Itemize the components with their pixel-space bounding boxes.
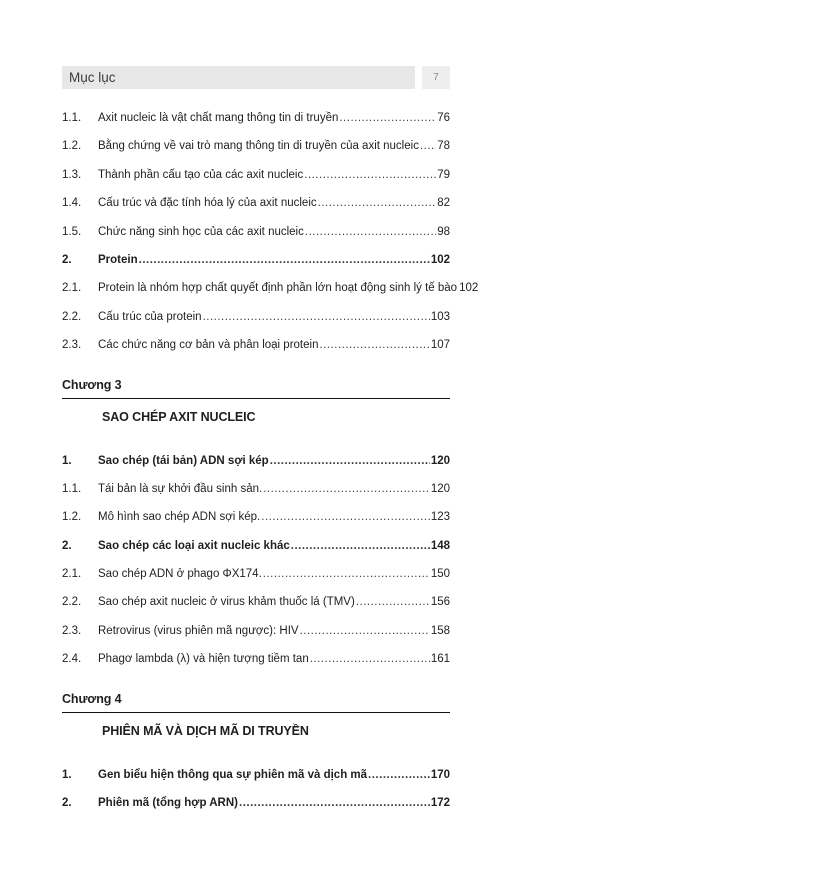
- toc-entry: [62, 475, 450, 503]
- toc-entry: [62, 246, 450, 274]
- dot-leader: [139, 246, 430, 274]
- toc-entry: [62, 761, 450, 789]
- dot-leader: [263, 560, 430, 588]
- chapter-heading: [62, 377, 450, 425]
- entry-title: Tái bản là sự khởi đầu sinh sản.: [98, 482, 263, 495]
- toc-entry: [62, 303, 450, 331]
- entry-title: Retrovirus (virus phiên mã ngược): HIV: [98, 624, 299, 637]
- entry-page: 102: [430, 253, 450, 266]
- entry-page: 170: [430, 768, 450, 781]
- entry-page: 172: [430, 797, 450, 810]
- toc-entry: [62, 218, 450, 246]
- entry-number: 2.: [62, 253, 72, 266]
- entry-title: Thành phần cấu tạo của các axit nucleic: [98, 168, 304, 181]
- entry-title: Phiên mã (tổng hợp ARN): [98, 797, 238, 810]
- entry-title: Sao chép các loại axit nucleic khác: [98, 539, 290, 552]
- entry-page: 107: [430, 339, 450, 352]
- dot-leader: [318, 189, 437, 217]
- entry-page: 123: [430, 511, 450, 524]
- entry-title: Gen biểu hiện thông qua sự phiên mã và dịch mã: [98, 768, 368, 781]
- entry-title: Cấu trúc và đặc tính hóa lý của axit nucleic: [98, 197, 317, 210]
- toc-entry: [62, 189, 450, 217]
- toc-entry: [62, 161, 450, 189]
- entry-title: Sao chép ADN ở phago ΦX174.: [98, 568, 262, 581]
- entry-number: 1.: [62, 454, 72, 467]
- dot-leader: [270, 447, 430, 475]
- toc-list: [62, 104, 479, 817]
- entry-number: 2.4.: [62, 653, 82, 666]
- entry-title: Chức năng sinh học của các axit nucleic: [98, 225, 304, 238]
- dot-leader: [339, 104, 436, 132]
- entry-title: Bằng chứng về vai trò mang thông tin di truyền của axit nucleic: [98, 140, 419, 153]
- dot-leader: [368, 761, 430, 789]
- entry-title: Cấu trúc của protein: [98, 310, 202, 323]
- toc-page: [62, 66, 479, 817]
- chapter-title: SAO CHÉP AXIT NUCLEIC: [102, 409, 256, 424]
- entry-number: 1.1.: [62, 482, 82, 495]
- header-title: Mục lục: [62, 66, 415, 89]
- entry-number: 1.2.: [62, 140, 82, 153]
- entry-number: 2.2.: [62, 596, 82, 609]
- entry-page: 120: [430, 454, 450, 467]
- entry-page: 79: [437, 168, 450, 181]
- entry-number: 2.2.: [62, 310, 82, 323]
- entry-page: 161: [430, 653, 450, 666]
- dot-leader: [420, 132, 436, 160]
- entry-number: 2.1.: [62, 568, 82, 581]
- entry-number: 2.3.: [62, 624, 82, 637]
- toc-entry: [62, 588, 450, 616]
- chapter-heading: [62, 691, 450, 739]
- entry-title: Mô hình sao chép ADN sợi kép.: [98, 511, 261, 524]
- dot-leader: [239, 789, 430, 817]
- dot-leader: [356, 588, 430, 616]
- entry-page: 148: [430, 539, 450, 552]
- toc-entry: [62, 560, 450, 588]
- entry-number: 2.: [62, 797, 72, 810]
- entry-number: 1.2.: [62, 511, 82, 524]
- chapter-label: Chương 3: [62, 377, 450, 399]
- entry-page: 102: [459, 282, 479, 295]
- entry-title: Protein: [98, 253, 138, 266]
- entry-number: 1.5.: [62, 225, 82, 238]
- dot-leader: [300, 617, 430, 645]
- chapter-title: PHIÊN MÃ VÀ DỊCH MÃ DI TRUYỀN: [102, 723, 309, 738]
- entry-page: 120: [430, 482, 450, 495]
- entry-number: 1.: [62, 768, 72, 781]
- entry-page: 98: [437, 225, 450, 238]
- entry-title: Sao chép axit nucleic ở virus khảm thuốc lá (TMV): [98, 596, 355, 609]
- entry-title: Sao chép (tái bản) ADN sợi kép: [98, 454, 269, 467]
- entry-page: 82: [437, 197, 450, 210]
- entry-title: Protein là nhóm hợp chất quyết định phần lớn hoạt động sinh lý tế bào: [98, 282, 458, 295]
- chapter-label: Chương 4: [62, 691, 450, 713]
- toc-entry: [62, 617, 450, 645]
- dot-leader: [261, 503, 430, 531]
- toc-entry: [62, 447, 450, 475]
- entry-title: Axit nucleic là vật chất mang thông tin di truyền: [98, 112, 339, 124]
- toc-entry: [62, 532, 450, 560]
- dot-leader: [203, 303, 430, 331]
- entry-page: 76: [437, 112, 450, 124]
- entry-page: 156: [430, 596, 450, 609]
- header-page-number: 7: [422, 66, 450, 89]
- entry-number: 1.3.: [62, 168, 82, 181]
- toc-entry: [62, 132, 450, 160]
- running-header: [62, 66, 450, 89]
- toc-entry: [62, 274, 479, 302]
- entry-number: 1.1.: [62, 112, 82, 124]
- entry-number: 1.4.: [62, 197, 82, 210]
- dot-leader: [304, 161, 436, 189]
- entry-page: 158: [430, 624, 450, 637]
- dot-leader: [263, 475, 430, 503]
- entry-number: 2.: [62, 539, 72, 552]
- entry-number: 2.1.: [62, 282, 82, 295]
- entry-page: 103: [430, 310, 450, 323]
- entry-title: Các chức năng cơ bản và phân loại protein: [98, 339, 319, 352]
- dot-leader: [310, 645, 430, 673]
- entry-title: Phagơ lambda (λ) và hiện tượng tiềm tan: [98, 653, 309, 666]
- toc-entry: [62, 331, 450, 359]
- dot-leader: [319, 331, 429, 359]
- toc-entry: [62, 104, 450, 132]
- toc-entry: [62, 789, 450, 817]
- toc-entry: [62, 503, 450, 531]
- entry-number: 2.3.: [62, 339, 82, 352]
- entry-page: 78: [437, 140, 450, 153]
- toc-entry: [62, 645, 450, 673]
- dot-leader: [305, 218, 436, 246]
- dot-leader: [291, 532, 430, 560]
- entry-page: 150: [430, 568, 450, 581]
